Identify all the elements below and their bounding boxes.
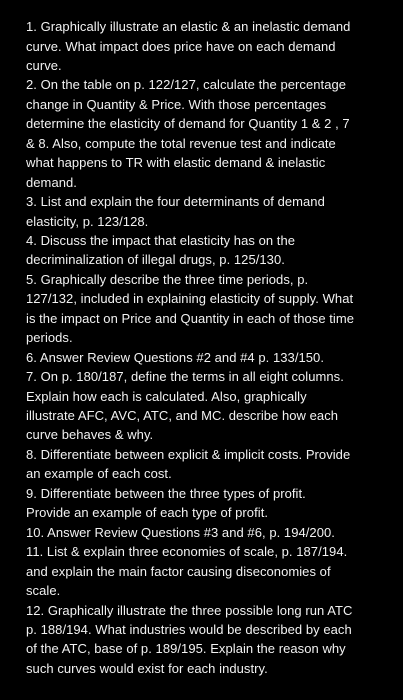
text-line: p. 188/194. What industries would be described by each xyxy=(26,621,352,637)
text-line: scale. xyxy=(26,583,61,598)
text-line: and explain the main factor causing diseconomies of xyxy=(26,563,331,579)
text-line: 8. Differentiate between explicit & implicit costs. Provide xyxy=(26,446,351,462)
text-line: curve behaves & why. xyxy=(26,427,154,443)
text-line: curve. xyxy=(26,57,62,73)
text-line: an example of each cost. xyxy=(26,466,172,482)
text-line: 10. Answer Review Questions #3 and #6, p. 194/200. xyxy=(26,524,335,540)
text-line: 127/132, included in explaining elasticity of supply. What xyxy=(26,291,354,307)
text-line: change in Quantity & Price. With those percentages xyxy=(26,96,327,112)
text-line: Explain how each is calculated. Also, graphically xyxy=(26,388,307,404)
text-line: 6. Answer Review Questions #2 and #4 p. 133/150. xyxy=(26,349,324,365)
text-line: decriminalization of illegal drugs, p. 125/130. xyxy=(26,252,285,268)
text-line: & 8. Also, compute the total revenue test and indicate xyxy=(26,135,336,151)
text-line: determine the elasticity of demand for Quantity 1 & 2 , 7 xyxy=(26,116,350,132)
text-line: periods. xyxy=(26,330,73,346)
text-line: elasticity, p. 123/128. xyxy=(26,213,149,229)
text-line: 11. List & explain three economies of scale, p. 187/194. xyxy=(26,544,348,560)
text-line: such curves would exist for each industry. xyxy=(26,660,268,676)
text-line: 9. Differentiate between the three types of profit. xyxy=(26,485,306,501)
text-line: 12. Graphically illustrate the three possible long run ATC xyxy=(26,602,353,618)
text-line: 1. Graphically illustrate an elastic & an inelastic demand xyxy=(26,19,351,34)
text-line: what happens to TR with elastic demand & inelastic xyxy=(26,155,326,171)
text-line: illustrate AFC, AVC, ATC, and MC. describe how each xyxy=(26,408,339,423)
text-line: 4. Discuss the impact that elasticity has on the xyxy=(26,232,296,248)
text-line: curve. What impact does price have on each demand xyxy=(26,38,336,54)
text-line: 7. On p. 180/187, define the terms in all eight columns. xyxy=(26,369,344,385)
text-line: 3. List and explain the four determinants of demand xyxy=(26,194,325,209)
text-line: Provide an example of each type of profit. xyxy=(26,505,269,521)
text-line: 2. On the table on p. 122/127, calculate the percentage xyxy=(26,77,347,93)
text-line: demand. xyxy=(26,174,77,190)
text-line: 5. Graphically describe the three time periods, p. xyxy=(26,271,309,287)
text-line: of the ATC, base of p. 189/195. Explain the reason why xyxy=(26,641,346,657)
text-line: is the impact on Price and Quantity in each of those time xyxy=(26,310,355,326)
